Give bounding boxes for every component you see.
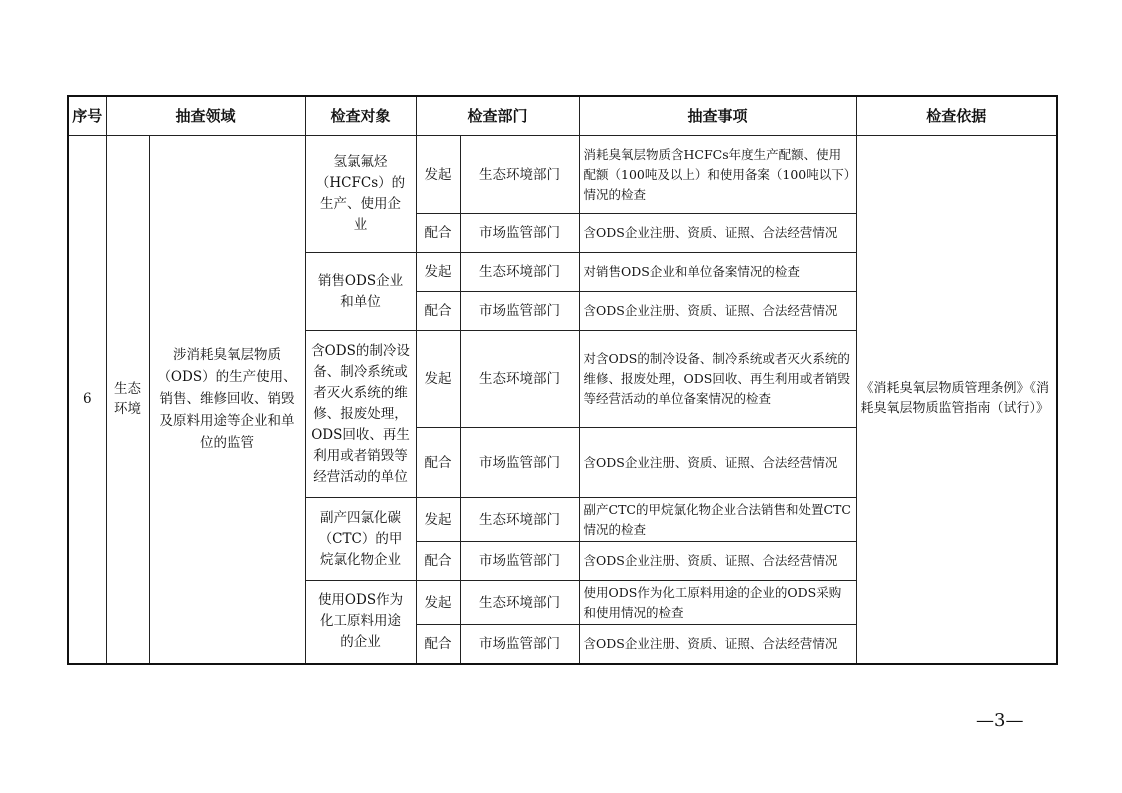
dept-cell: 生态环境部门 — [460, 136, 579, 214]
header-item: 抽查事项 — [579, 96, 856, 136]
row-category: 生态环境 — [106, 136, 149, 664]
inspection-table — [67, 95, 1058, 665]
header-target: 检查对象 — [305, 96, 416, 136]
dept-cell: 生态环境部门 — [460, 331, 579, 428]
dept-cell: 市场监管部门 — [460, 625, 579, 664]
item-cell: 消耗臭氧层物质含HCFCs年度生产配额、使用配额（100吨及以上）和使用备案（100吨以下）情况的检查 — [579, 136, 856, 214]
item-cell: 对含ODS的制冷设备、制冷系统或者灭火系统的维修、报废处理，ODS回收、再生利用或者销毁等经营活动的单位备案情况的检查 — [579, 331, 856, 428]
role-cell: 发起 — [416, 136, 460, 214]
role-cell: 配合 — [416, 214, 460, 253]
item-cell: 含ODS企业注册、资质、证照、合法经营情况 — [579, 214, 856, 253]
row-seq: 6 — [68, 136, 106, 664]
header-seq: 序号 — [68, 96, 106, 136]
header-row — [68, 96, 1057, 136]
role-cell: 发起 — [416, 331, 460, 428]
dept-cell: 生态环境部门 — [460, 581, 579, 625]
target-cell: 销售ODS企业和单位 — [305, 253, 416, 331]
target-cell: 副产四氯化碳（CTC）的甲烷氯化物企业 — [305, 498, 416, 581]
table-row — [68, 136, 1057, 214]
role-cell: 发起 — [416, 498, 460, 542]
item-cell: 含ODS企业注册、资质、证照、合法经营情况 — [579, 625, 856, 664]
dept-cell: 市场监管部门 — [460, 428, 579, 498]
page-number: —3— — [976, 710, 1024, 731]
header-basis: 检查依据 — [856, 96, 1057, 136]
dept-cell: 市场监管部门 — [460, 292, 579, 331]
item-cell: 含ODS企业注册、资质、证照、合法经营情况 — [579, 542, 856, 581]
role-cell: 配合 — [416, 625, 460, 664]
role-cell: 发起 — [416, 253, 460, 292]
dept-cell: 市场监管部门 — [460, 542, 579, 581]
role-cell: 配合 — [416, 292, 460, 331]
item-cell: 对销售ODS企业和单位备案情况的检查 — [579, 253, 856, 292]
basis-cell: 《消耗臭氧层物质管理条例》《消耗臭氧层物质监管指南（试行）》 — [856, 136, 1057, 664]
target-cell: 含ODS的制冷设备、制冷系统或者灭火系统的维修、报废处理，ODS回收、再生利用或者销毁等经营活动的单位 — [305, 331, 416, 498]
dept-cell: 生态环境部门 — [460, 253, 579, 292]
item-cell: 使用ODS作为化工原料用途的企业的ODS采购和使用情况的检查 — [579, 581, 856, 625]
target-cell: 使用ODS作为化工原料用途的企业 — [305, 581, 416, 664]
role-cell: 发起 — [416, 581, 460, 625]
dept-cell: 市场监管部门 — [460, 214, 579, 253]
dept-cell: 生态环境部门 — [460, 498, 579, 542]
header-domain: 抽查领域 — [106, 96, 305, 136]
header-dept: 检查部门 — [416, 96, 579, 136]
role-cell: 配合 — [416, 428, 460, 498]
row-domain: 涉消耗臭氧层物质（ODS）的生产使用、销售、维修回收、销毁及原料用途等企业和单位的监管 — [149, 136, 305, 664]
item-cell: 含ODS企业注册、资质、证照、合法经营情况 — [579, 428, 856, 498]
item-cell: 副产CTC的甲烷氯化物企业合法销售和处置CTC情况的检查 — [579, 498, 856, 542]
role-cell: 配合 — [416, 542, 460, 581]
item-cell: 含ODS企业注册、资质、证照、合法经营情况 — [579, 292, 856, 331]
target-cell: 氢氯氟烃（HCFCs）的生产、使用企业 — [305, 136, 416, 253]
